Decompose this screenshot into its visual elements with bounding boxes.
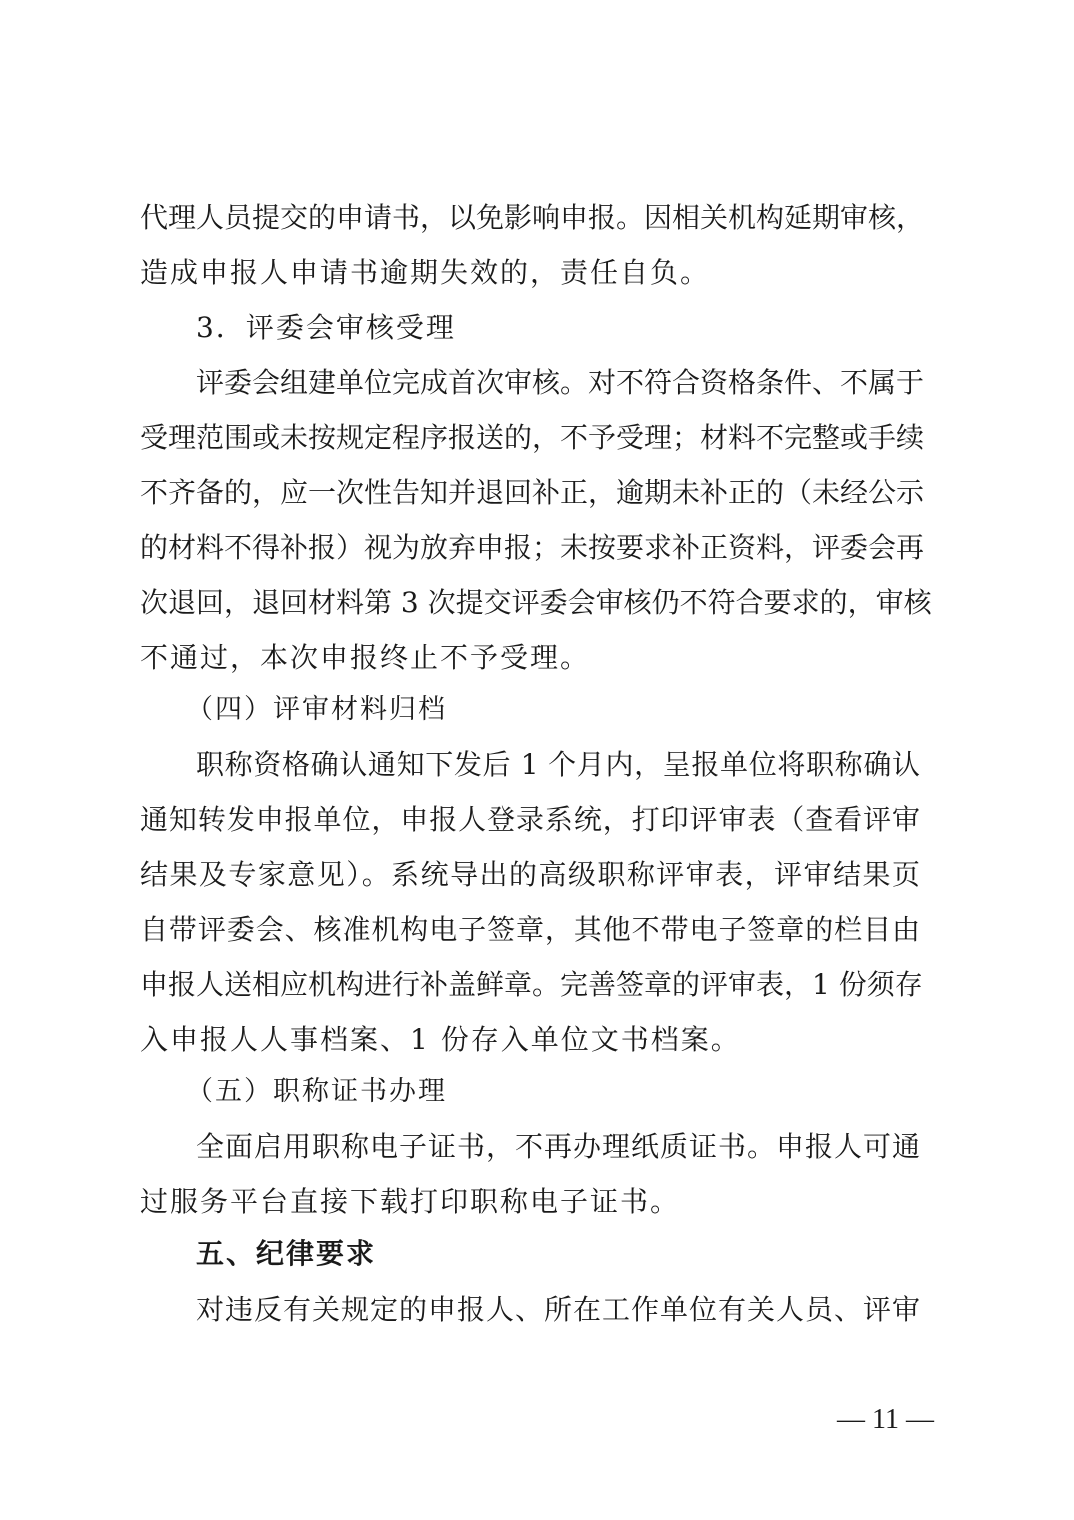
text-line-19: 过服务平台直接下载打印职称电子证书。 (140, 1185, 681, 1218)
text-line-14: 自带评委会、核准机构电子签章，其他不带电子签章的栏目由 (140, 913, 920, 946)
text-line-4: 评委会组建单位完成首次审核。对不符合资格条件、不属于 (196, 366, 925, 399)
text-line-16: 入申报人人事档案、1 份存入单位文书档案。 (140, 1023, 741, 1056)
text-line-5: 受理范围或未按规定程序报送的，不予受理；材料不完整或手续 (140, 421, 925, 454)
subsection-heading-4: （四）评审材料归档 (186, 694, 447, 725)
text-line-1: 代理人员提交的申请书，以免影响申报。因相关机构延期审核， (140, 201, 925, 234)
text-line-15: 申报人送相应机构进行补盖鲜章。完善签章的评审表，1 份须存 (140, 968, 923, 1001)
text-line-2: 造成申报人申请书逾期失效的，责任自负。 (140, 256, 711, 289)
text-line-18: 全面启用职称电子证书，不再办理纸质证书。申报人可通 (196, 1130, 920, 1163)
text-line-8: 次退回，退回材料第 3 次提交评委会审核仍不符合要求的，审核 (140, 586, 932, 619)
text-line-6: 不齐备的，应一次性告知并退回补正，逾期未补正的（未经公示 (140, 476, 925, 509)
text-line-21: 对违反有关规定的申报人、所在工作单位有关人员、评审 (196, 1293, 920, 1326)
text-line-13: 结果及专家意见）。系统导出的高级职称评审表，评审结果页 (140, 858, 920, 891)
text-line-12: 通知转发申报单位，申报人登录系统，打印评审表（查看评审 (140, 803, 920, 836)
section-heading-5: 五、纪律要求 (196, 1237, 377, 1270)
text-line-9: 不通过，本次申报终止不予受理。 (140, 641, 591, 674)
section-heading-3: 3．评委会审核受理 (196, 311, 456, 344)
subsection-heading-5: （五）职称证书办理 (186, 1076, 447, 1107)
page-number: — 11 — (837, 1404, 934, 1435)
text-line-7: 的材料不得补报）视为放弃申报；未按要求补正资料，评委会再 (140, 531, 925, 564)
text-line-11: 职称资格确认通知下发后 1 个月内，呈报单位将职称确认 (196, 748, 920, 781)
